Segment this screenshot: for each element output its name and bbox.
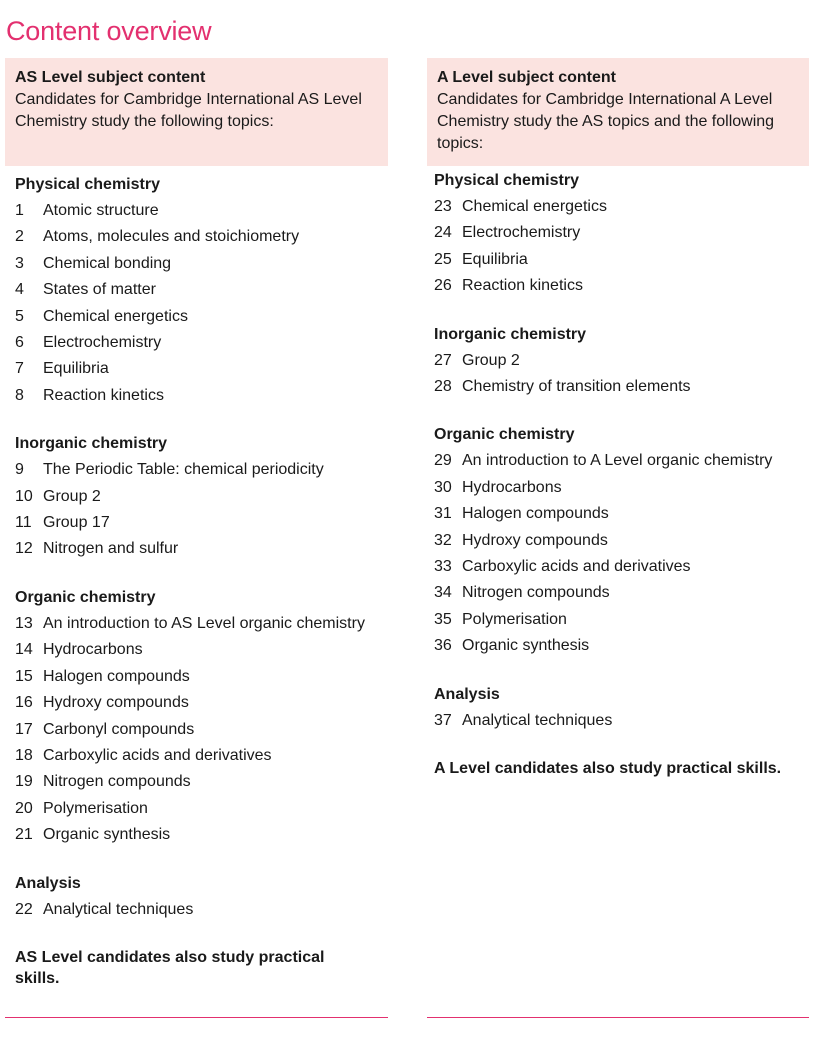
topic-number: 32 xyxy=(434,531,452,549)
topic-item xyxy=(15,796,388,822)
topic-label: The Periodic Table: chemical periodicity xyxy=(43,461,324,479)
topic-label: Analytical techniques xyxy=(43,900,194,918)
topic-number: 16 xyxy=(15,694,33,712)
as-level-sections xyxy=(5,174,388,923)
topic-list xyxy=(434,448,809,659)
topic-item xyxy=(15,198,388,224)
topic-label: Halogen compounds xyxy=(462,505,609,523)
topic-list xyxy=(15,897,388,923)
topic-item xyxy=(434,607,809,633)
topic-label: Chemical bonding xyxy=(43,254,172,272)
topic-number: 18 xyxy=(15,746,33,764)
topic-label: Nitrogen compounds xyxy=(43,773,191,791)
topic-number: 26 xyxy=(434,277,452,295)
a-level-closing-note: A Level candidates also study practical skills. xyxy=(434,760,782,778)
topic-item xyxy=(434,501,809,527)
topic-label: Hydroxy compounds xyxy=(43,694,189,712)
topic-item xyxy=(434,194,809,220)
topic-label: Atomic structure xyxy=(43,202,159,219)
as-level-section xyxy=(15,174,388,409)
topic-number: 30 xyxy=(434,478,452,496)
section-heading: Analysis xyxy=(434,685,500,703)
a-level-section xyxy=(434,424,809,659)
topic-label: Electrochemistry xyxy=(462,224,581,242)
topic-label: Group 2 xyxy=(462,351,520,369)
topic-item xyxy=(15,356,388,382)
topic-number: 20 xyxy=(15,799,33,817)
topic-label: Group 2 xyxy=(43,487,101,505)
topic-number: 15 xyxy=(15,667,33,685)
topic-item xyxy=(434,220,809,246)
topic-item xyxy=(434,554,809,580)
topic-number: 23 xyxy=(434,198,452,215)
as-level-box-title: AS Level subject content xyxy=(15,69,206,86)
topic-number: 4 xyxy=(15,281,24,299)
section-heading: Inorganic chemistry xyxy=(15,435,168,453)
topic-item xyxy=(15,304,388,330)
topic-label: Polymerisation xyxy=(462,610,567,628)
topic-item xyxy=(15,717,388,743)
topic-label: Chemical energetics xyxy=(462,198,607,215)
topic-item xyxy=(15,611,388,637)
topic-number: 33 xyxy=(434,558,452,576)
topic-item xyxy=(434,528,809,554)
topic-label: Polymerisation xyxy=(43,799,148,817)
topic-item xyxy=(15,743,388,769)
topic-label: Carboxylic acids and derivatives xyxy=(462,558,691,576)
topic-number: 17 xyxy=(15,720,33,738)
topic-number: 2 xyxy=(15,228,24,246)
topic-item xyxy=(434,475,809,501)
topic-label: Analytical techniques xyxy=(462,711,613,729)
topic-list xyxy=(15,611,388,849)
a-level-sections xyxy=(427,170,809,734)
topic-item xyxy=(434,348,809,374)
as-level-column xyxy=(5,58,388,989)
topic-item xyxy=(15,484,388,510)
topic-item xyxy=(434,633,809,659)
topic-item xyxy=(15,690,388,716)
topic-item xyxy=(15,383,388,409)
topic-item xyxy=(15,822,388,848)
topic-item xyxy=(434,708,809,734)
topic-item xyxy=(15,536,388,562)
topic-label: Hydrocarbons xyxy=(43,641,143,659)
a-level-section xyxy=(434,324,809,401)
topic-number: 9 xyxy=(15,461,24,479)
as-level-box-text: Candidates for Cambridge International AS Level Chemistry study the following topics: xyxy=(15,91,362,130)
topic-number: 12 xyxy=(15,540,33,558)
section-heading: Physical chemistry xyxy=(15,176,160,193)
topic-label: Hydrocarbons xyxy=(462,478,562,496)
as-level-section xyxy=(15,587,388,849)
topic-label: An introduction to A Level organic chemistry xyxy=(462,452,773,470)
topic-number: 25 xyxy=(434,250,452,268)
a-level-section xyxy=(434,170,809,300)
topic-number: 27 xyxy=(434,351,452,369)
topic-label: Organic synthesis xyxy=(462,637,590,655)
section-heading: Inorganic chemistry xyxy=(434,325,587,343)
topic-item xyxy=(434,273,809,299)
topic-number: 14 xyxy=(15,641,33,659)
topic-item xyxy=(434,374,809,400)
section-heading: Analysis xyxy=(15,874,81,892)
topic-item xyxy=(15,637,388,663)
as-level-section xyxy=(15,873,388,923)
topic-item xyxy=(15,330,388,356)
topic-item xyxy=(15,510,388,536)
topic-number: 21 xyxy=(15,826,33,844)
topic-label: Nitrogen and sulfur xyxy=(43,540,179,558)
a-level-box-title: A Level subject content xyxy=(437,69,616,86)
topic-number: 11 xyxy=(15,514,32,532)
topic-number: 6 xyxy=(15,334,24,352)
topic-list xyxy=(15,198,388,409)
topic-label: Carboxylic acids and derivatives xyxy=(43,746,272,764)
topic-label: Hydroxy compounds xyxy=(462,531,608,549)
topic-label: Chemistry of transition elements xyxy=(462,378,691,396)
topic-label: Organic synthesis xyxy=(43,826,171,844)
as-level-closing-note: AS Level candidates also study practical skills. xyxy=(15,948,325,987)
topic-label: An introduction to AS Level organic chemistry xyxy=(43,614,365,632)
topic-number: 22 xyxy=(15,900,33,918)
topic-item xyxy=(434,448,809,474)
a-level-column xyxy=(427,58,809,779)
topic-number: 13 xyxy=(15,614,33,632)
topic-item xyxy=(15,897,388,923)
topic-label: Reaction kinetics xyxy=(462,277,583,295)
a-level-bottom-rule xyxy=(427,1017,809,1018)
topic-list xyxy=(434,708,809,734)
topic-label: States of matter xyxy=(43,281,156,299)
section-heading: Physical chemistry xyxy=(434,172,579,189)
as-level-section xyxy=(15,433,388,563)
topic-number: 19 xyxy=(15,773,33,791)
as-level-intro-box xyxy=(5,58,388,166)
topic-number: 28 xyxy=(434,378,452,396)
topic-number: 29 xyxy=(434,452,452,470)
topic-item xyxy=(15,251,388,277)
topic-item xyxy=(15,664,388,690)
topic-label: Group 17 xyxy=(43,514,110,532)
topic-list xyxy=(434,194,809,300)
topic-label: Halogen compounds xyxy=(43,667,190,685)
topic-number: 36 xyxy=(434,637,452,655)
topic-label: Reaction kinetics xyxy=(43,386,164,404)
topic-number: 24 xyxy=(434,224,452,242)
topic-label: Atoms, molecules and stoichiometry xyxy=(43,228,300,246)
topic-label: Equilibria xyxy=(462,250,528,268)
as-level-bottom-rule xyxy=(5,1017,388,1018)
page-title: Content overview xyxy=(6,16,212,46)
topic-number: 7 xyxy=(15,360,24,378)
topic-item xyxy=(434,580,809,606)
topic-label: Equilibria xyxy=(43,360,109,378)
topic-number: 10 xyxy=(15,487,33,505)
topic-number: 1 xyxy=(15,202,24,219)
topic-label: Electrochemistry xyxy=(43,334,162,352)
topic-number: 5 xyxy=(15,307,24,325)
topic-item xyxy=(15,769,388,795)
topic-item xyxy=(15,224,388,250)
topic-label: Chemical energetics xyxy=(43,307,188,325)
topic-number: 8 xyxy=(15,386,24,404)
topic-label: Carbonyl compounds xyxy=(43,720,195,738)
topic-item xyxy=(434,247,809,273)
topic-label: Nitrogen compounds xyxy=(462,584,610,602)
a-level-section xyxy=(434,684,809,734)
topic-list xyxy=(15,457,388,563)
topic-number: 34 xyxy=(434,584,452,602)
topic-number: 37 xyxy=(434,711,452,729)
topic-list xyxy=(434,348,809,401)
topic-item xyxy=(15,457,388,483)
topic-number: 35 xyxy=(434,610,452,628)
topic-number: 3 xyxy=(15,254,24,272)
section-heading: Organic chemistry xyxy=(434,426,575,444)
a-level-intro-box xyxy=(427,58,809,166)
topic-number: 31 xyxy=(434,505,452,523)
a-level-box-text: Candidates for Cambridge International A Level Chemistry study the AS topics and the following topics: xyxy=(437,91,775,152)
topic-item xyxy=(15,277,388,303)
section-heading: Organic chemistry xyxy=(15,588,156,606)
